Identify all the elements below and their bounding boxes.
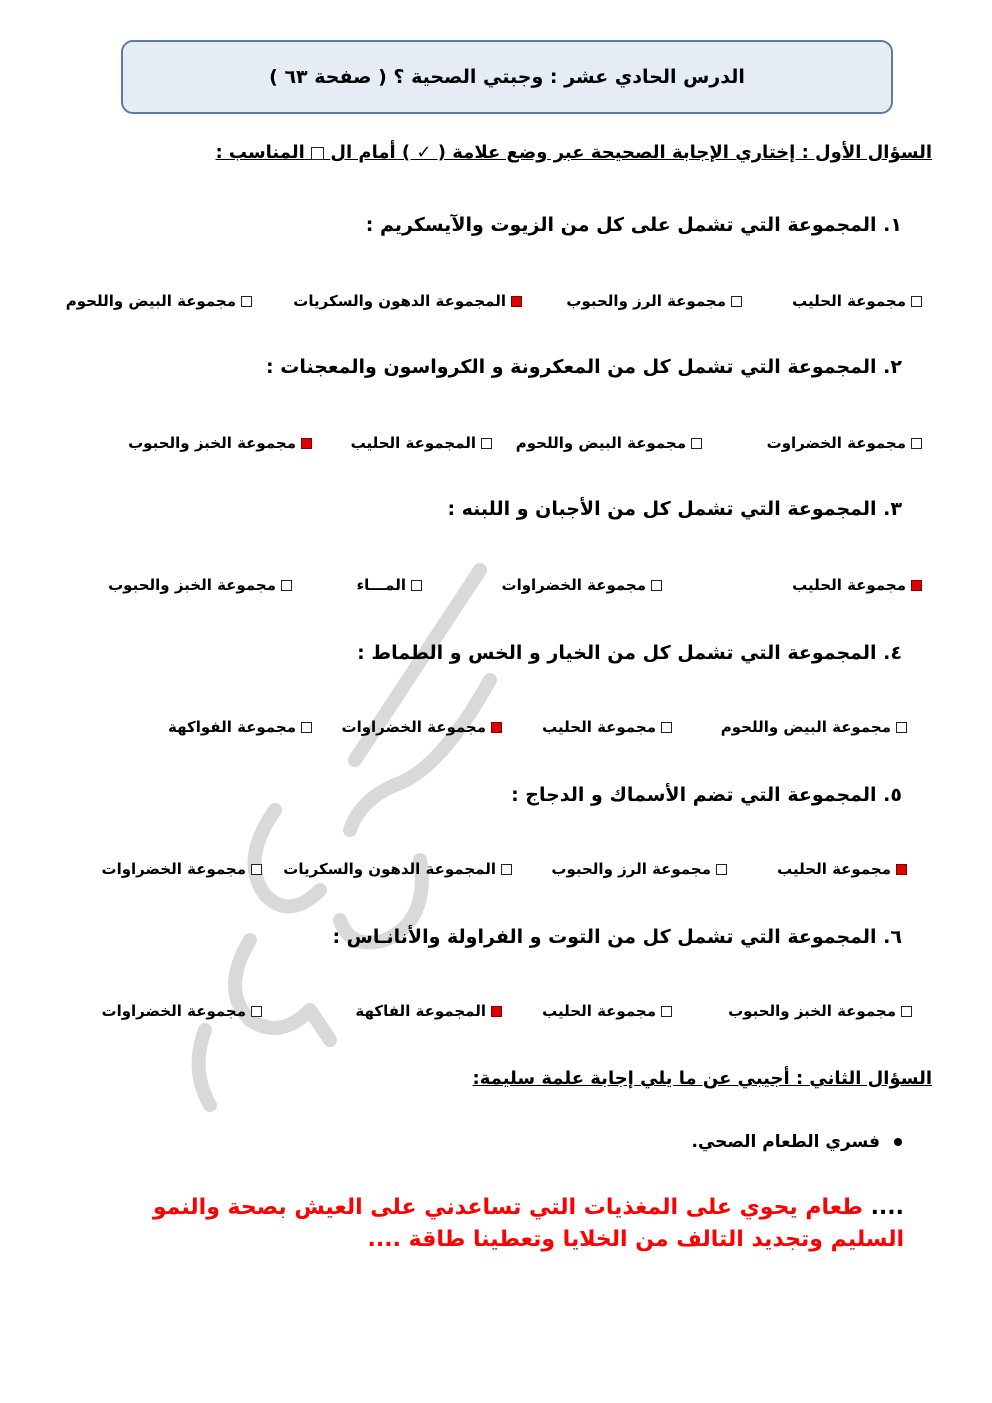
answer-option[interactable] [102, 1002, 263, 1020]
answer-option[interactable] [128, 434, 312, 452]
checkbox-icon[interactable] [301, 722, 312, 733]
answer-option[interactable] [168, 718, 312, 736]
question-one-instructions: السؤال الأول : إختاري الإجابة الصحيحة عبر وضع علامة ( ✓ ) أمام ال [330, 142, 932, 163]
answer-option[interactable] [102, 860, 263, 878]
question-one-heading [215, 142, 932, 163]
checkbox-symbol-icon [311, 147, 324, 160]
checkbox-icon[interactable] [481, 438, 492, 449]
checkbox-icon[interactable] [251, 1006, 262, 1017]
checked-box-icon[interactable] [491, 1006, 502, 1017]
checked-box-icon[interactable] [491, 722, 502, 733]
checkbox-icon[interactable] [281, 580, 292, 591]
answer-option-label: مجموعة الحليب [542, 1002, 656, 1020]
answer-option-label: المجموعة الفاكهة [355, 1002, 486, 1020]
checkbox-icon[interactable] [251, 864, 262, 875]
answer-option-label: مجموعة الحليب [792, 576, 906, 594]
question-item-title: ٣. المجموعة التي تشمل كل من الأجبان و اللبنه : [447, 498, 902, 520]
answer-body: طعام يحوي على المغذيات التي تساعدني على العيش بصحة والنمو السليم وتجديد التالف من الخلايا وتعطينا طاقة [152, 1195, 904, 1252]
answer-option[interactable] [728, 1002, 912, 1020]
question-two-heading: السؤال الثاني : أجيبي عن ما يلي إجابة علمة سليمة: [472, 1068, 932, 1089]
answer-option-label: مجموعة البيض واللحوم [720, 718, 891, 736]
answer-option[interactable] [502, 576, 663, 594]
checkbox-icon[interactable] [901, 1006, 912, 1017]
answer-option-label: مجموعة الخضراوات [341, 718, 486, 736]
bullet-icon [894, 1138, 902, 1146]
answer-option[interactable] [542, 718, 672, 736]
checkbox-icon[interactable] [911, 296, 922, 307]
answer-option-label: مجموعة الحليب [792, 292, 906, 310]
answer-option[interactable] [293, 292, 522, 310]
answer-option[interactable] [283, 860, 512, 878]
question-one-instructions-end: المناسب : [215, 142, 305, 163]
checkbox-icon[interactable] [911, 438, 922, 449]
answer-option[interactable] [542, 1002, 672, 1020]
answer-option-label: المـــاء [356, 576, 406, 594]
question-item-title: ٤. المجموعة التي تشمل كل من الخيار و الخس و الطماط : [357, 642, 902, 664]
answer-dots-end: .... [367, 1227, 401, 1252]
answer-dots-start: .... [870, 1195, 904, 1220]
question-two-prompt-text: فسري الطعام الصحي. [691, 1132, 880, 1152]
answer-option[interactable] [356, 576, 422, 594]
checkbox-icon[interactable] [691, 438, 702, 449]
answer-option-label: المجموعة الحليب [350, 434, 476, 452]
answer-option[interactable] [66, 292, 252, 310]
answer-option[interactable] [792, 576, 922, 594]
answer-option[interactable] [792, 292, 922, 310]
answer-option[interactable] [351, 434, 492, 452]
checkbox-icon[interactable] [731, 296, 742, 307]
answer-option-label: مجموعة الخضراوات [501, 576, 646, 594]
answer-option[interactable] [721, 718, 907, 736]
answer-option[interactable] [767, 434, 922, 452]
answer-option-label: مجموعة الخبز والحبوب [128, 434, 296, 452]
question-item-title: ٥. المجموعة التي تضم الأسماك و الدجاج : [511, 784, 902, 806]
checkbox-icon[interactable] [411, 580, 422, 591]
question-item-title: ٦. المجموعة التي تشمل كل من التوت و الفراولة والأنانـاس : [332, 926, 902, 948]
question-item-title: ٢. المجموعة التي تشمل كل من المعكرونة و الكرواسون والمعجنات : [266, 356, 902, 378]
answer-option[interactable] [777, 860, 907, 878]
answer-option-label: مجموعة الرز والحبوب [551, 860, 711, 878]
answer-option-label: مجموعة الفواكهة [168, 718, 296, 736]
checkbox-icon[interactable] [661, 1006, 672, 1017]
answer-option[interactable] [342, 718, 503, 736]
answer-option-label: مجموعة البيض واللحوم [515, 434, 686, 452]
checkbox-icon[interactable] [661, 722, 672, 733]
answer-option[interactable] [516, 434, 702, 452]
answer-option-label: مجموعة الرز والحبوب [566, 292, 726, 310]
answer-option[interactable] [108, 576, 292, 594]
answer-option-label: مجموعة الخضراوات [101, 1002, 246, 1020]
answer-option-label: مجموعة الخضراوات [101, 860, 246, 878]
lesson-title: الدرس الحادي عشر : وجبتي الصحية ؟ ( صفحة ٦٣ ) [269, 66, 745, 88]
checkbox-icon[interactable] [896, 722, 907, 733]
checkbox-icon[interactable] [501, 864, 512, 875]
checked-box-icon[interactable] [911, 580, 922, 591]
answer-option-label: مجموعة الخضراوت [766, 434, 906, 452]
question-item-title: ١. المجموعة التي تشمل على كل من الزيوت والآيسكريم : [365, 214, 902, 236]
answer-option-label: مجموعة الحليب [777, 860, 891, 878]
answer-option[interactable] [551, 860, 727, 878]
answer-option-label: مجموعة الخبز والحبوب [108, 576, 276, 594]
answer-option-label: مجموعة البيض واللحوم [65, 292, 236, 310]
answer-option-label: مجموعة الخبز والحبوب [728, 1002, 896, 1020]
checkbox-icon[interactable] [716, 864, 727, 875]
answer-option-label: مجموعة الحليب [542, 718, 656, 736]
answer-option-label: المجموعة الدهون والسكريات [283, 860, 496, 878]
answer-option[interactable] [566, 292, 742, 310]
checkbox-icon[interactable] [241, 296, 252, 307]
checked-box-icon[interactable] [301, 438, 312, 449]
lesson-title-box [121, 40, 893, 114]
answer-option-label: المجموعة الدهون والسكريات [293, 292, 506, 310]
answer-text [74, 1192, 904, 1256]
checkbox-icon[interactable] [651, 580, 662, 591]
checked-box-icon[interactable] [511, 296, 522, 307]
question-two-prompt [691, 1132, 902, 1152]
answer-option[interactable] [355, 1002, 502, 1020]
checked-box-icon[interactable] [896, 864, 907, 875]
